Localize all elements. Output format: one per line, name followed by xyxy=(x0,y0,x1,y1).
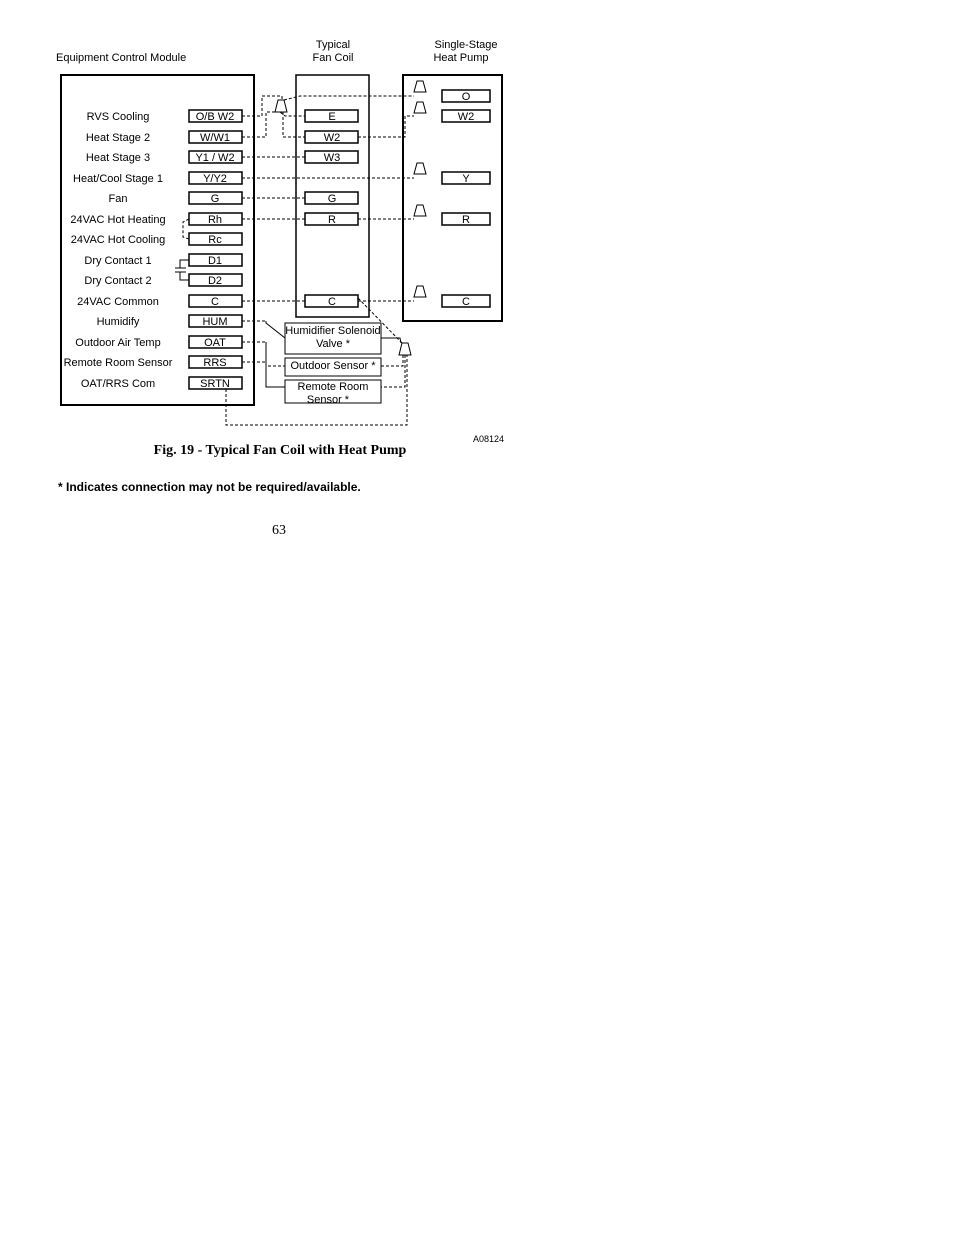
figure-caption: Fig. 19 - Typical Fan Coil with Heat Pump xyxy=(153,443,407,458)
ecm-label: 24VAC Hot Heating xyxy=(70,214,166,226)
ecm-terminal-label: Rh xyxy=(207,214,223,226)
ecm-label: Humidify xyxy=(96,316,140,328)
wiring-diagram xyxy=(0,0,954,520)
ecm-label: Heat Stage 2 xyxy=(85,132,151,144)
heat-pump-header-line2: Heat Pump xyxy=(433,52,489,64)
fan-coil-header-line2: Fan Coil xyxy=(312,52,354,64)
fan-coil-header-line1: Typical xyxy=(315,39,351,51)
humidifier-label-line1: Humidifier Solenoid xyxy=(285,325,381,337)
ecm-terminal-label: HUM xyxy=(202,316,228,328)
ecm-terminal-label: D2 xyxy=(207,275,223,287)
heat-pump-box xyxy=(403,75,502,321)
ecm-label: Heat Stage 3 xyxy=(85,152,151,164)
humidifier-label-line2: Valve * xyxy=(315,338,351,350)
ecm-terminal-label: O/B W2 xyxy=(195,111,235,123)
ecm-header: Equipment Control Module xyxy=(56,52,187,64)
ecm-terminal-label: G xyxy=(210,193,220,205)
fan-coil-terminal-label: W3 xyxy=(323,152,341,164)
remote-sensor-label-line2: Sensor * xyxy=(306,394,350,406)
heat-pump-terminal-label: O xyxy=(461,91,471,103)
ecm-label: Dry Contact 2 xyxy=(84,275,152,287)
ecm-terminal-label: C xyxy=(211,296,219,308)
ecm-label: OAT/RRS Com xyxy=(80,378,156,390)
page-number: 63 xyxy=(272,523,286,538)
heat-pump-terminal-label: Y xyxy=(462,173,470,185)
fan-coil-terminal-labels xyxy=(324,111,341,308)
figure-code: A08124 xyxy=(473,434,505,444)
fan-coil-terminal-label: W2 xyxy=(323,132,341,144)
ecm-label: 24VAC Hot Cooling xyxy=(70,234,166,246)
ecm-label: Fan xyxy=(108,193,128,205)
outdoor-sensor-label: Outdoor Sensor * xyxy=(290,360,376,372)
ecm-terminal-label: Y/Y2 xyxy=(203,173,227,185)
ecm-label: RVS Cooling xyxy=(86,111,150,123)
footnote: * Indicates connection may not be required/available. xyxy=(58,480,361,494)
ecm-label: 24VAC Common xyxy=(77,296,159,308)
ecm-terminal-label: D1 xyxy=(207,255,223,267)
remote-sensor-label-line1: Remote Room xyxy=(297,381,369,393)
ecm-label: Outdoor Air Temp xyxy=(75,337,161,349)
ecm-terminal-label: OAT xyxy=(204,337,226,349)
fan-coil-terminal-label: R xyxy=(328,214,336,226)
fan-coil-terminal-label: G xyxy=(327,193,337,205)
ecm-label: Remote Room Sensor xyxy=(63,357,173,369)
heat-pump-terminal-labels xyxy=(458,91,475,308)
fan-coil-terminal-label: C xyxy=(328,296,336,308)
heat-pump-terminal-label: W2 xyxy=(457,111,475,123)
heat-pump-terminal-label: R xyxy=(462,214,470,226)
ecm-terminal-label: W/W1 xyxy=(200,132,230,144)
ecm-label: Heat/Cool Stage 1 xyxy=(73,173,163,185)
heat-pump-terminal-label: C xyxy=(462,296,470,308)
ecm-terminal-label: Rc xyxy=(208,234,222,246)
fan-coil-terminal-label: E xyxy=(328,111,336,123)
ecm-terminal-label: RRS xyxy=(203,357,227,369)
ecm-terminal-label: SRTN xyxy=(200,378,230,390)
ecm-label: Dry Contact 1 xyxy=(84,255,152,267)
ecm-terminal-label: Y1 / W2 xyxy=(195,152,235,164)
ecm-labels xyxy=(64,111,173,390)
heat-pump-header-line1: Single-Stage xyxy=(434,39,498,51)
